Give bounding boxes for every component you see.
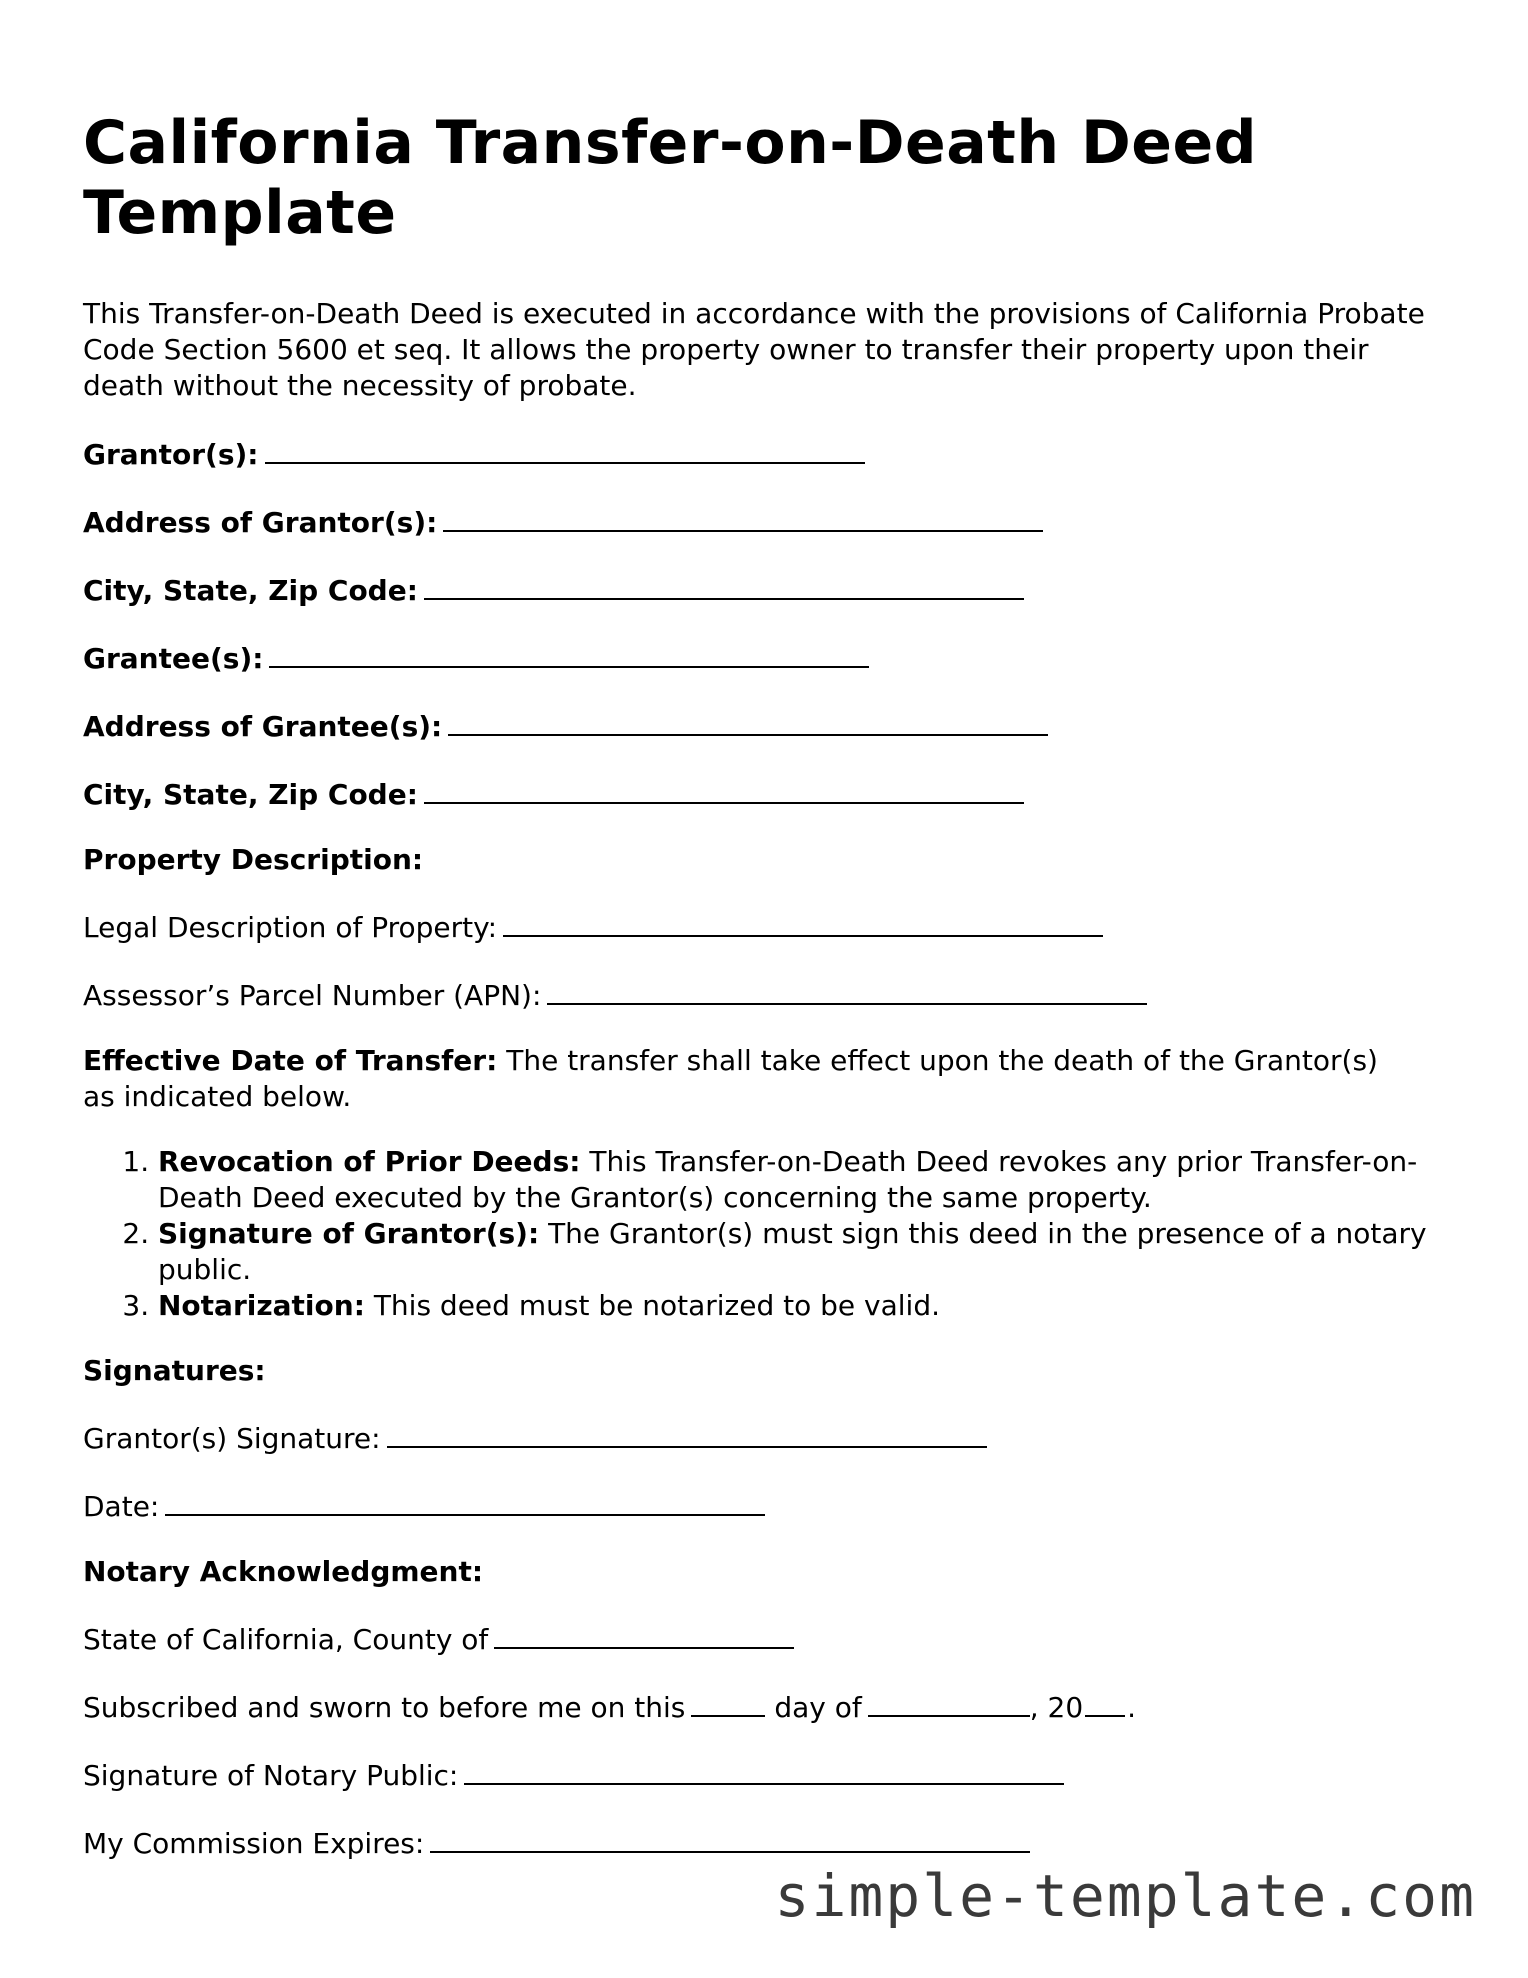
grantor-address-label: Address of Grantor(s):: [83, 506, 438, 539]
grantor-signature-blank[interactable]: [387, 1418, 987, 1448]
document-title: California Transfer-on-Death Deed Template: [83, 108, 1258, 248]
grantor-address-field: [83, 502, 1443, 541]
term-text: This deed must be notarized to be valid.: [373, 1289, 940, 1322]
grantee-city-field: [83, 774, 1443, 813]
term-text: This Transfer-on-Death Deed revokes any prior Transfer-on-Death Deed executed by the Grantor(s) concerning the same property.: [158, 1145, 1418, 1214]
watermark: simple-template.com: [774, 1862, 1476, 1930]
apn-label: Assessor’s Parcel Number (APN):: [83, 979, 542, 1012]
grantor-city-field: [83, 570, 1443, 609]
sworn-day-of: day of: [774, 1691, 862, 1724]
document-page: [83, 108, 1443, 1862]
date-field: [83, 1486, 1443, 1525]
sworn-year-blank[interactable]: [1085, 1687, 1125, 1717]
grantee-blank[interactable]: [269, 638, 869, 668]
term-label: Revocation of Prior Deeds:: [158, 1145, 581, 1178]
grantor-label: Grantor(s):: [83, 438, 259, 471]
effective-date-text: The transfer shall take effect upon the death of the Grantor(s) as indicated below.: [83, 1044, 1378, 1113]
state-county-label: State of California, County of: [83, 1623, 489, 1656]
county-blank[interactable]: [494, 1619, 794, 1649]
grantor-field: [83, 434, 1443, 473]
grantee-city-label: City, State, Zip Code:: [83, 778, 418, 811]
list-item: [158, 1216, 1458, 1288]
grantee-address-label: Address of Grantee(s):: [83, 710, 443, 743]
grantor-signature-field: [83, 1418, 1443, 1457]
grantor-blank[interactable]: [265, 434, 865, 464]
signatures-heading-label: Signatures:: [83, 1354, 266, 1387]
grantee-address-field: [83, 706, 1443, 745]
grantor-address-blank[interactable]: [443, 502, 1043, 532]
term-label: Signature of Grantor(s):: [158, 1217, 540, 1250]
property-heading-label: Property Description:: [83, 843, 424, 876]
notary-signature-blank[interactable]: [464, 1755, 1064, 1785]
legal-description-field: [83, 907, 1443, 946]
commission-blank[interactable]: [430, 1823, 1030, 1853]
term-label: Notarization:: [158, 1289, 365, 1322]
effective-date-label: Effective Date of Transfer:: [83, 1044, 498, 1077]
effective-date-paragraph: [83, 1043, 1383, 1115]
legal-description-label: Legal Description of Property:: [83, 911, 498, 944]
property-heading: [83, 842, 1443, 878]
apn-blank[interactable]: [547, 975, 1147, 1005]
signatures-heading: [83, 1353, 1443, 1389]
terms-list: [83, 1144, 1458, 1324]
intro-paragraph: This Transfer-on-Death Deed is executed in accordance with the provisions of California Probate Code Section 5600 et seq. It allows the property owner to transfer their property upon their death without the necessity of probate.: [83, 297, 1425, 402]
grantee-field: [83, 638, 1443, 677]
date-blank[interactable]: [165, 1486, 765, 1516]
apn-field: [83, 975, 1443, 1014]
commission-label: My Commission Expires:: [83, 1827, 425, 1860]
term-text: The Grantor(s) must sign this deed in the presence of a notary public.: [158, 1217, 1427, 1286]
list-item: [158, 1288, 1458, 1324]
sworn-end: .: [1127, 1691, 1137, 1724]
grantor-city-label: City, State, Zip Code:: [83, 574, 418, 607]
grantee-city-blank[interactable]: [424, 774, 1024, 804]
sworn-month-blank[interactable]: [868, 1687, 1030, 1717]
state-county-field: [83, 1619, 1443, 1658]
date-label: Date:: [83, 1490, 160, 1523]
grantee-label: Grantee(s):: [83, 642, 264, 675]
notary-signature-field: [83, 1755, 1443, 1794]
legal-description-blank[interactable]: [503, 907, 1103, 937]
list-item: [158, 1144, 1458, 1216]
commission-field: [83, 1823, 1443, 1862]
grantee-address-blank[interactable]: [448, 706, 1048, 736]
grantor-signature-label: Grantor(s) Signature:: [83, 1422, 381, 1455]
sworn-prefix: Subscribed and sworn to before me on this: [83, 1691, 686, 1724]
sworn-year-prefix: , 20: [1029, 1691, 1084, 1724]
sworn-field: [83, 1687, 1443, 1726]
notary-heading: [83, 1554, 1443, 1590]
sworn-day-blank[interactable]: [691, 1687, 765, 1717]
notary-signature-label: Signature of Notary Public:: [83, 1759, 459, 1792]
grantor-city-blank[interactable]: [424, 570, 1024, 600]
notary-heading-label: Notary Acknowledgment:: [83, 1555, 484, 1588]
